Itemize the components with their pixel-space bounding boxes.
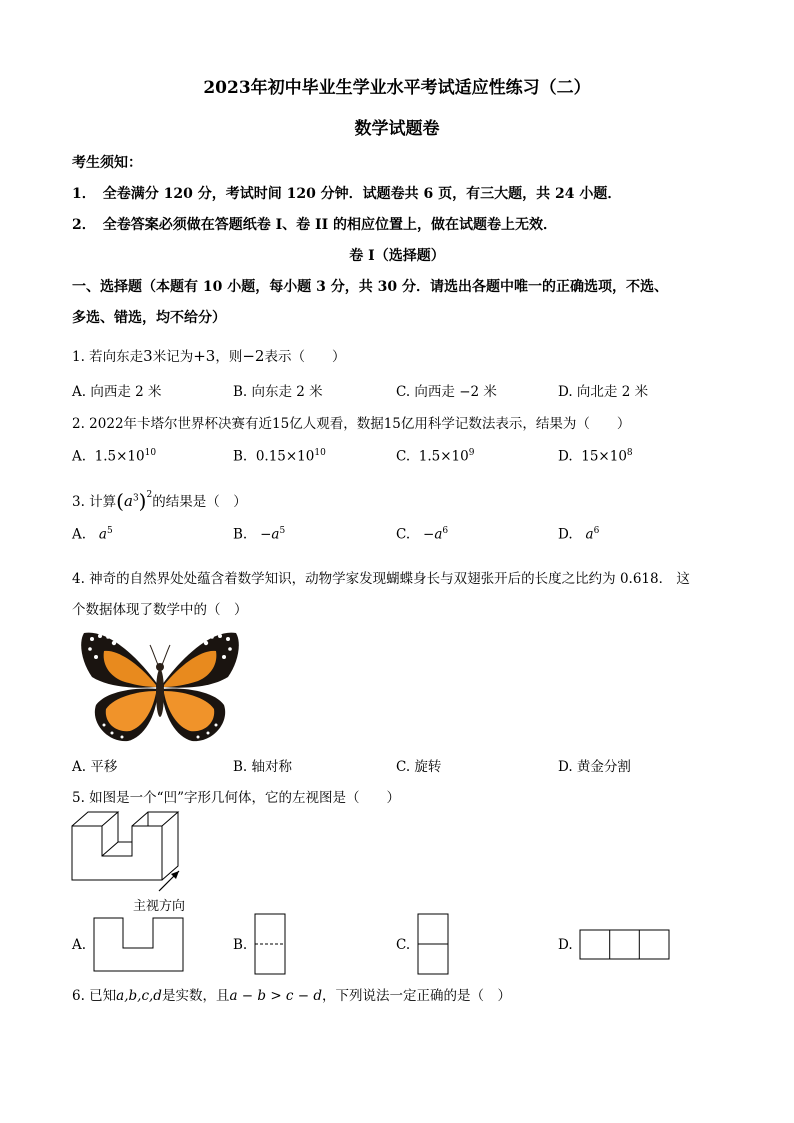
q6-stem-c: ，下列说法一定正确的是（ ）	[322, 988, 512, 1004]
question-2-stem: 2. 2022年卡塔尔世界杯决赛有近15亿人观看，数据15亿用科学记数法表示，结果为（ ）	[72, 416, 631, 432]
q3-left-paren: (	[116, 489, 124, 513]
q3-stem-a: 3. 计算	[72, 494, 117, 510]
q2-c-label: C.	[396, 448, 411, 465]
q3-b-val: −a	[260, 526, 280, 543]
q4-option-d[interactable]: D. 黄金分割	[558, 759, 631, 775]
q2-c-exp: 9	[468, 448, 475, 458]
question-1-stem	[72, 345, 345, 365]
q3-d-label: D.	[558, 526, 573, 543]
q3-c-label: C.	[396, 526, 411, 543]
q5-option-b-figure[interactable]	[254, 913, 286, 975]
page-title: 2023年初中毕业生学业水平考试适应性练习（二）	[203, 78, 591, 98]
q3-c-exp: 6	[442, 526, 449, 536]
notice-item-2: 2． 全卷答案必须做在答题纸卷 I、卷 II 的相应位置上，做在试题卷上无效．	[72, 217, 558, 233]
q2-a-base: 1.5×10	[94, 448, 145, 465]
q3-right-paren: )	[138, 489, 147, 513]
q3-option-d[interactable]	[558, 526, 599, 543]
q5-option-d-figure[interactable]	[579, 929, 671, 961]
q3-base: a	[123, 492, 133, 510]
q2-option-d[interactable]	[558, 448, 633, 465]
q2-d-base: 15×10	[581, 448, 627, 465]
notice-item-1: 1． 全卷满分 120 分，考试时间 120 分钟．试题卷共 6 页，有三大题，共 24 小题．	[72, 186, 622, 202]
q3-outer-exp: 2	[146, 489, 153, 500]
q3-d-val: a	[585, 526, 594, 543]
q3-d-exp: 6	[593, 526, 600, 536]
q3-b-exp: 5	[279, 526, 286, 536]
q6-vars: a,b,c,d	[116, 988, 162, 1004]
volume-heading: 卷 I（选择题）	[349, 248, 445, 264]
q2-d-label: D.	[558, 448, 573, 465]
q2-d-exp: 8	[626, 448, 633, 458]
q4-option-c[interactable]: C. 旋转	[396, 759, 442, 775]
q1-num2: +3	[193, 347, 216, 365]
q1-stem-d: 表示（ ）	[264, 349, 346, 365]
q2-option-b[interactable]	[233, 448, 326, 465]
q2-option-c[interactable]	[396, 448, 474, 465]
q4-option-b[interactable]: B. 轴对称	[233, 759, 293, 775]
q6-stem-a: 6. 已知	[72, 988, 117, 1004]
q3-option-b[interactable]	[233, 526, 285, 543]
notice-heading: 考生须知：	[72, 155, 142, 171]
q3-a-exp: 5	[106, 526, 113, 536]
q3-b-label: B.	[233, 526, 248, 543]
q6-inequality: a − b > c − d	[229, 988, 323, 1004]
q3-a-label: A.	[72, 526, 87, 543]
q1-stem-a: 1. 若向东走	[72, 349, 144, 365]
q5-option-b-label[interactable]: B.	[233, 937, 248, 953]
question-6-stem	[72, 984, 511, 1004]
q1-option-a[interactable]: A. 向西走 2 米	[72, 384, 162, 400]
butterfly-image	[78, 627, 242, 745]
q2-a-exp: 10	[144, 448, 157, 458]
q1-num3: −2	[242, 347, 265, 365]
q3-option-a[interactable]	[72, 526, 113, 543]
q5-option-d-label[interactable]: D.	[558, 937, 573, 953]
q2-option-a[interactable]	[72, 448, 156, 465]
view-direction-arrow-icon	[155, 865, 185, 895]
q1-num1: 3	[143, 347, 153, 365]
q2-b-base: 0.15×10	[255, 448, 315, 465]
q1-option-b[interactable]: B. 向东走 2 米	[233, 384, 323, 400]
q1-option-c[interactable]: C. 向西走 −2 米	[396, 384, 497, 400]
q6-stem-b: 是实数，且	[161, 988, 230, 1004]
question-5-stem: 5. 如图是一个“凹”字形几何体，它的左视图是（ ）	[72, 790, 400, 806]
q1-option-d[interactable]: D. 向北走 2 米	[558, 384, 649, 400]
q2-b-exp: 10	[314, 448, 326, 458]
question-4-line2: 个数据体现了数学中的（ ）	[72, 602, 248, 618]
q1-stem-c: ，则	[215, 349, 243, 365]
page-subtitle: 数学试题卷	[354, 119, 440, 139]
q5-option-a-label[interactable]: A.	[72, 937, 87, 953]
q5-option-c-label[interactable]: C.	[396, 937, 411, 953]
q3-a-val: a	[98, 526, 107, 543]
q2-b-label: B.	[233, 448, 248, 465]
q2-c-base: 1.5×10	[418, 448, 469, 465]
q5-option-c-figure[interactable]	[417, 913, 449, 975]
question-3-stem	[72, 489, 247, 513]
q4-option-a[interactable]: A. 平移	[72, 759, 118, 775]
q5-option-a-figure[interactable]	[93, 917, 185, 972]
q3-inner-exp: 3	[132, 493, 139, 504]
q3-stem-b: 的结果是（ ）	[152, 494, 247, 510]
q1-stem-b: 米记为	[152, 349, 194, 365]
question-4-line1: 4. 神奇的自然界处处蕴含着数学知识，动物学家发现蝴蝶身长与双翅张开后的长度之比约为 0.618． 这	[72, 571, 690, 587]
q3-c-val: −a	[423, 526, 443, 543]
q3-option-c[interactable]	[396, 526, 448, 543]
part1-instruction-line1: 一、选择题（本题有 10 小题，每小题 3 分，共 30 分．请选出各题中唯一的正确选项，不选、	[72, 279, 668, 295]
part1-instruction-line2: 多选、错选，均不给分）	[72, 310, 226, 326]
q2-a-label: A.	[72, 448, 87, 465]
view-direction-label: 主视方向	[133, 899, 186, 914]
